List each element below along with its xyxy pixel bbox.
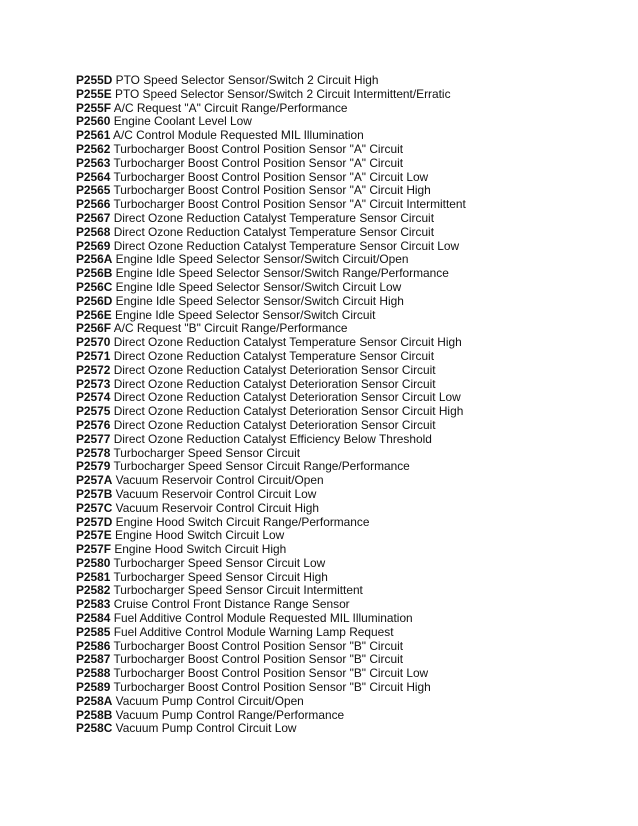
code-entry xyxy=(76,653,466,667)
code-description: Direct Ozone Reduction Catalyst Temperature Sensor Circuit xyxy=(113,348,435,363)
code-description: Vacuum Reservoir Control Circuit/Open xyxy=(115,473,324,488)
code-entry xyxy=(76,543,466,557)
code-entry xyxy=(76,557,466,571)
code-description: Turbocharger Speed Sensor Circuit Low xyxy=(113,555,326,570)
trouble-code: P257F xyxy=(76,542,112,557)
trouble-code: P255F xyxy=(76,100,112,115)
code-entry xyxy=(76,502,466,516)
trouble-code: P256F xyxy=(76,321,112,336)
code-description: Engine Hood Switch Circuit Range/Performance xyxy=(115,514,370,529)
trouble-code: P2587 xyxy=(76,652,111,667)
code-description: Direct Ozone Reduction Catalyst Deterioration Sensor Circuit xyxy=(113,376,436,391)
code-description: Engine Idle Speed Selector Sensor/Switch Circuit High xyxy=(115,293,404,308)
trouble-code: P2563 xyxy=(76,155,111,170)
trouble-code: P2566 xyxy=(76,197,111,212)
trouble-code: P256D xyxy=(76,293,113,308)
trouble-code: P2561 xyxy=(76,128,111,143)
code-description: Direct Ozone Reduction Catalyst Temperature Sensor Circuit Low xyxy=(113,238,460,253)
trouble-code: P2584 xyxy=(76,611,111,626)
code-entry xyxy=(76,184,466,198)
code-description: Direct Ozone Reduction Catalyst Temperature Sensor Circuit High xyxy=(113,335,462,350)
code-description: Engine Coolant Level Low xyxy=(113,114,252,129)
code-description: Direct Ozone Reduction Catalyst Deterioration Sensor Circuit High xyxy=(113,404,464,419)
trouble-code: P2562 xyxy=(76,141,111,156)
code-entry xyxy=(76,460,466,474)
trouble-code: P258C xyxy=(76,721,113,736)
code-entry xyxy=(76,74,466,88)
code-description: A/C Control Module Requested MIL Illumination xyxy=(113,128,364,143)
code-description: Turbocharger Boost Control Position Sensor "A" Circuit Low xyxy=(113,169,429,184)
code-description: PTO Speed Selector Sensor/Switch 2 Circuit Intermittent/Erratic xyxy=(115,86,451,101)
code-entry xyxy=(76,267,466,281)
trouble-code: P2569 xyxy=(76,238,111,253)
code-description: Turbocharger Speed Sensor Circuit xyxy=(113,445,301,460)
code-entry xyxy=(76,350,466,364)
code-entry xyxy=(76,115,466,129)
trouble-code: P2570 xyxy=(76,335,111,350)
code-description: Turbocharger Boost Control Position Sensor "B" Circuit xyxy=(113,638,404,653)
diagnostic-code-list xyxy=(76,74,466,736)
code-entry xyxy=(76,598,466,612)
code-entry xyxy=(76,612,466,626)
code-entry xyxy=(76,336,466,350)
code-description: A/C Request "B" Circuit Range/Performance xyxy=(113,321,348,336)
trouble-code: P256B xyxy=(76,266,113,281)
code-entry xyxy=(76,102,466,116)
code-description: PTO Speed Selector Sensor/Switch 2 Circuit High xyxy=(115,73,379,87)
code-description: Engine Hood Switch Circuit High xyxy=(114,542,287,557)
code-description: Turbocharger Boost Control Position Sensor "A" Circuit xyxy=(113,141,404,156)
code-description: Turbocharger Boost Control Position Sensor "B" Circuit Low xyxy=(113,666,429,681)
code-entry xyxy=(76,488,466,502)
trouble-code: P2576 xyxy=(76,417,111,432)
code-description: Fuel Additive Control Module Requested MIL Illumination xyxy=(113,611,413,626)
code-entry xyxy=(76,226,466,240)
code-description: A/C Request "A" Circuit Range/Performance xyxy=(113,100,348,115)
code-description: Turbocharger Speed Sensor Circuit Range/Performance xyxy=(113,459,410,474)
code-description: Engine Hood Switch Circuit Low xyxy=(115,528,285,543)
code-entry xyxy=(76,391,466,405)
trouble-code: P2583 xyxy=(76,597,111,612)
trouble-code: P2588 xyxy=(76,666,111,681)
trouble-code: P256E xyxy=(76,307,112,322)
code-entry xyxy=(76,378,466,392)
code-entry xyxy=(76,157,466,171)
code-entry xyxy=(76,240,466,254)
code-entry xyxy=(76,722,466,736)
code-description: Turbocharger Boost Control Position Sensor "B" Circuit xyxy=(113,652,404,667)
code-description: Vacuum Pump Control Range/Performance xyxy=(115,707,345,722)
code-description: Turbocharger Boost Control Position Sensor "B" Circuit High xyxy=(113,680,431,695)
code-entry xyxy=(76,681,466,695)
code-entry xyxy=(76,571,466,585)
trouble-code: P257A xyxy=(76,473,113,488)
code-entry xyxy=(76,419,466,433)
code-entry xyxy=(76,640,466,654)
code-description: Vacuum Reservoir Control Circuit High xyxy=(115,500,319,515)
code-entry xyxy=(76,295,466,309)
code-description: Vacuum Pump Control Circuit/Open xyxy=(115,693,304,708)
code-entry xyxy=(76,198,466,212)
code-description: Direct Ozone Reduction Catalyst Efficiency Below Threshold xyxy=(113,431,432,446)
code-entry xyxy=(76,516,466,530)
code-description: Direct Ozone Reduction Catalyst Temperature Sensor Circuit xyxy=(113,210,435,225)
trouble-code: P2564 xyxy=(76,169,111,184)
code-description: Direct Ozone Reduction Catalyst Temperature Sensor Circuit xyxy=(113,224,435,239)
trouble-code: P256C xyxy=(76,279,113,294)
trouble-code: P2579 xyxy=(76,459,111,474)
trouble-code: P2589 xyxy=(76,680,111,695)
code-description: Cruise Control Front Distance Range Sensor xyxy=(113,597,350,612)
trouble-code: P255D xyxy=(76,73,113,87)
code-entry xyxy=(76,667,466,681)
trouble-code: P2574 xyxy=(76,390,111,405)
trouble-code: P257C xyxy=(76,500,113,515)
trouble-code: P2585 xyxy=(76,624,111,639)
trouble-code: P257E xyxy=(76,528,112,543)
code-description: Direct Ozone Reduction Catalyst Deterioration Sensor Circuit xyxy=(113,362,436,377)
trouble-code: P2575 xyxy=(76,404,111,419)
trouble-code: P2586 xyxy=(76,638,111,653)
trouble-code: P258A xyxy=(76,693,113,708)
code-entry xyxy=(76,584,466,598)
trouble-code: P2580 xyxy=(76,555,111,570)
code-description: Direct Ozone Reduction Catalyst Deterioration Sensor Circuit xyxy=(113,417,436,432)
code-entry xyxy=(76,309,466,323)
trouble-code: P2571 xyxy=(76,348,111,363)
code-entry xyxy=(76,433,466,447)
trouble-code: P258B xyxy=(76,707,113,722)
trouble-code: P255E xyxy=(76,86,112,101)
code-entry xyxy=(76,474,466,488)
code-description: Fuel Additive Control Module Warning Lamp Request xyxy=(113,624,394,639)
code-description: Turbocharger Boost Control Position Sensor "A" Circuit xyxy=(113,155,404,170)
trouble-code: P2581 xyxy=(76,569,111,584)
code-description: Engine Idle Speed Selector Sensor/Switch Circuit Low xyxy=(115,279,402,294)
code-entry xyxy=(76,171,466,185)
trouble-code: P2572 xyxy=(76,362,111,377)
code-description: Turbocharger Speed Sensor Circuit High xyxy=(113,569,328,584)
code-entry xyxy=(76,529,466,543)
trouble-code: P256A xyxy=(76,252,113,267)
trouble-code: P2577 xyxy=(76,431,111,446)
code-entry xyxy=(76,129,466,143)
trouble-code: P257B xyxy=(76,486,113,501)
trouble-code: P2560 xyxy=(76,114,111,129)
code-entry xyxy=(76,447,466,461)
code-description: Engine Idle Speed Selector Sensor/Switch Circuit/Open xyxy=(115,252,409,267)
code-entry xyxy=(76,322,466,336)
code-entry xyxy=(76,253,466,267)
code-description: Vacuum Reservoir Control Circuit Low xyxy=(115,486,317,501)
code-entry xyxy=(76,143,466,157)
code-description: Turbocharger Boost Control Position Sensor "A" Circuit High xyxy=(113,183,431,198)
code-description: Turbocharger Speed Sensor Circuit Intermittent xyxy=(113,583,363,598)
code-entry xyxy=(76,281,466,295)
code-entry xyxy=(76,364,466,378)
code-entry xyxy=(76,626,466,640)
trouble-code: P2565 xyxy=(76,183,111,198)
trouble-code: P2578 xyxy=(76,445,111,460)
code-description: Turbocharger Boost Control Position Sensor "A" Circuit Intermittent xyxy=(113,197,466,212)
code-description: Engine Idle Speed Selector Sensor/Switch Range/Performance xyxy=(115,266,449,281)
code-entry xyxy=(76,695,466,709)
trouble-code: P2582 xyxy=(76,583,111,598)
trouble-code: P2573 xyxy=(76,376,111,391)
code-entry xyxy=(76,88,466,102)
trouble-code: P2567 xyxy=(76,210,111,225)
code-description: Vacuum Pump Control Circuit Low xyxy=(115,721,297,736)
code-description: Direct Ozone Reduction Catalyst Deterioration Sensor Circuit Low xyxy=(113,390,461,405)
trouble-code: P2568 xyxy=(76,224,111,239)
code-entry xyxy=(76,709,466,723)
code-entry xyxy=(76,405,466,419)
code-entry xyxy=(76,212,466,226)
trouble-code: P257D xyxy=(76,514,113,529)
code-description: Engine Idle Speed Selector Sensor/Switch Circuit xyxy=(115,307,376,322)
